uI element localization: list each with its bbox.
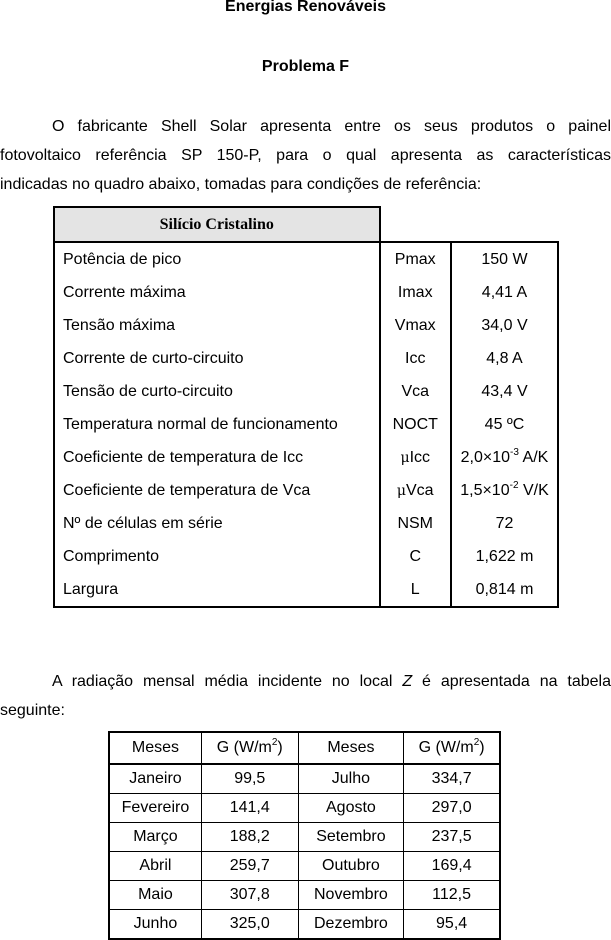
rad-month: Dezembro [298,910,404,940]
rad-row [109,794,500,823]
rad-g: 188,2 [201,823,298,852]
rad-month: Fevereiro [109,794,201,823]
rad-g: 334,7 [404,764,500,794]
spec-name: Coeficiente de temperatura de Icc [54,441,380,474]
spec-name: Potência de pico [54,242,380,276]
rad-month: Novembro [298,881,404,910]
radiation-line-2: seguinte: [0,702,65,719]
spec-symbol: Vca [380,375,451,408]
rad-g: 141,4 [201,794,298,823]
rad-month: Setembro [298,823,404,852]
spec-value: 34,0 V [451,309,558,342]
rad-g: 99,5 [201,764,298,794]
spec-name: Coeficiente de temperatura de Vca [54,474,380,507]
spec-row [54,540,558,573]
spec-symbol: NOCT [380,408,451,441]
rad-g: 259,7 [201,852,298,881]
spec-value: 4,41 A [451,276,558,309]
radiation-line-1: A radiação mensal média incidente no local Z é apresentada na tabela [52,673,611,690]
rad-month: Janeiro [109,764,201,794]
spec-row [54,507,558,540]
rad-row [109,852,500,881]
rad-row [109,910,500,940]
rad-g: 169,4 [404,852,500,881]
spec-row [54,375,558,408]
rad-g: 307,8 [201,881,298,910]
spec-row [54,276,558,309]
rad-header-g-2: G $(W/m^2)$ [404,732,500,764]
spec-row [54,441,558,474]
spec-name: Largura [54,573,380,607]
spec-value: 4,8 A [451,342,558,375]
rad-header-g: G $(W/m^2)$ [201,732,298,764]
spec-title: Silício Cristalino [54,207,380,242]
spec-symbol: C [380,540,451,573]
rad-g: 237,5 [404,823,500,852]
spec-header-row [54,207,558,242]
intro-line-2: fotovoltaico referência SP 150-P, para o qual apresenta as características [0,147,611,164]
rad-g: 297,0 [404,794,500,823]
rad-month: Junho [109,910,201,940]
spec-value: $1,5\times 10^{-2}$ V/K [451,474,558,507]
rad-g: 325,0 [201,910,298,940]
spec-name: Corrente máxima [54,276,380,309]
rad-month: Março [109,823,201,852]
intro-paragraph [0,112,611,199]
spec-table [53,206,559,608]
spec-name: Tensão máxima [54,309,380,342]
spec-value: 0,814 m [451,573,558,607]
spec-row [54,242,558,276]
rad-month: Julho [298,764,404,794]
spec-row [54,342,558,375]
rad-row [109,881,500,910]
doc-title: Energias Renováveis [225,0,386,15]
spec-symbol: μVca [380,474,451,507]
spec-symbol: L [380,573,451,607]
radiation-paragraph [0,667,611,725]
intro-line-3: indicadas no quadro abaixo, tomadas para condições de referência: [0,176,482,193]
rad-month: Agosto [298,794,404,823]
intro-line-1: O fabricante Shell Solar apresenta entre os seus produtos o painel [52,118,611,135]
spec-name: Corrente de curto-circuito [54,342,380,375]
rad-row [109,764,500,794]
spec-symbol: Imax [380,276,451,309]
spec-value: 150 W [451,242,558,276]
spec-symbol: Pmax [380,242,451,276]
spec-symbol: μIcc [380,441,451,474]
rad-header-row [109,732,500,764]
spec-symbol: NSM [380,507,451,540]
spec-symbol: Icc [380,342,451,375]
rad-row [109,823,500,852]
spec-name: Comprimento [54,540,380,573]
spec-row [54,408,558,441]
spec-name: Nº de células em série [54,507,380,540]
spec-name: Temperatura normal de funcionamento [54,408,380,441]
spec-name: Tensão de curto-circuito [54,375,380,408]
spec-value: 72 [451,507,558,540]
spec-value: 45 ºC [451,408,558,441]
rad-g: 95,4 [404,910,500,940]
spec-symbol: Vmax [380,309,451,342]
rad-month: Maio [109,881,201,910]
radiation-table [108,731,501,940]
rad-g: 112,5 [404,881,500,910]
problem-title: Problema F [261,58,350,75]
rad-month: Abril [109,852,201,881]
spec-value: $2,0\times 10^{-3}$ A/K [451,441,558,474]
spec-row [54,474,558,507]
spec-row [54,573,558,607]
rad-month: Outubro [298,852,404,881]
spec-value: 1,622 m [451,540,558,573]
rad-header-month-2: Meses [298,732,404,764]
rad-header-month: Meses [109,732,201,764]
spec-row [54,309,558,342]
spec-value: 43,4 V [451,375,558,408]
